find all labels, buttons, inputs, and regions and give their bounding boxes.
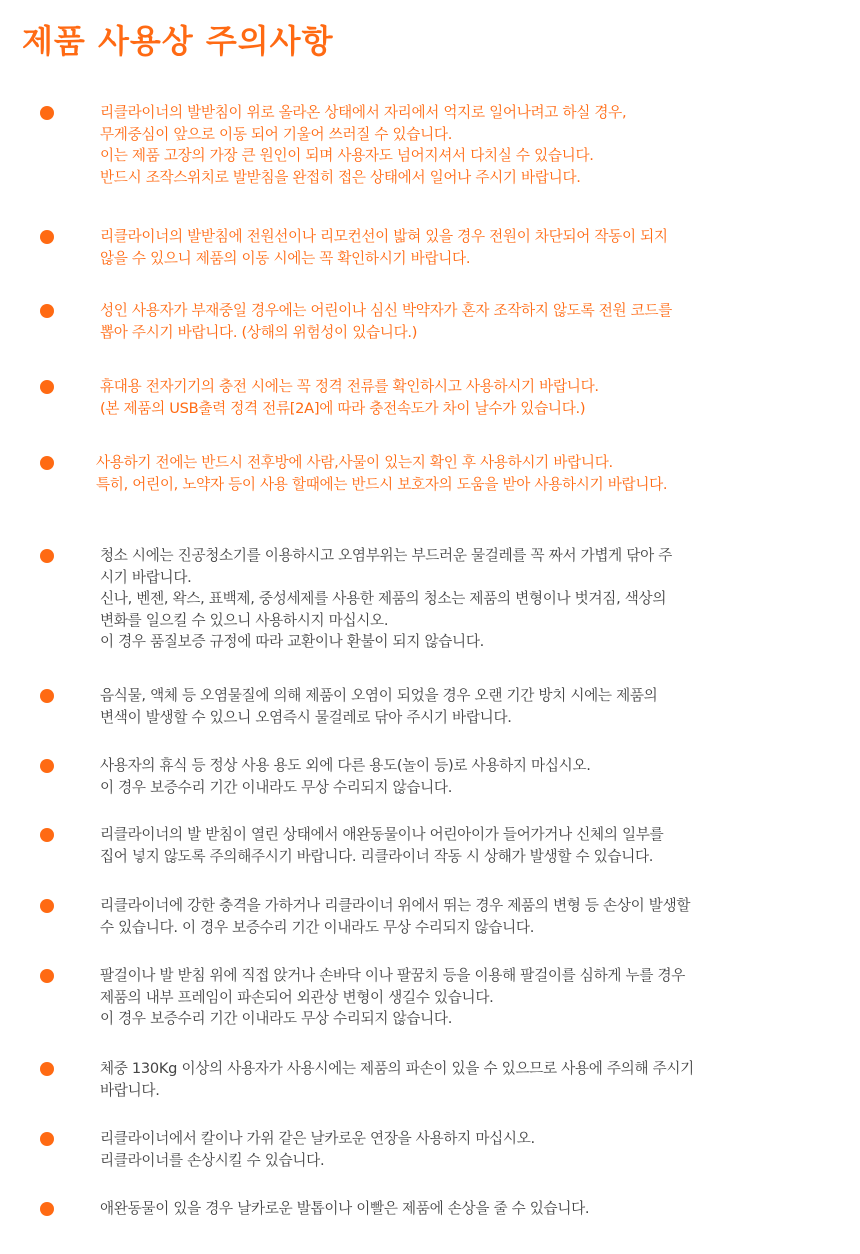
notice-text: 성인 사용자가 부재중일 경우에는 어린이나 심신 박약자가 혼자 조작하지 않도록 전원 코드를 뽑아 주시기 바랍니다. (상해의 위험성이 있습니다.) [100, 302, 673, 341]
notice-text: 사용자의 휴식 등 정상 사용 용도 외에 다른 용도(놀이 등)로 사용하지 마십시오. 이 경우 보증수리 기간 이내라도 무상 수리되지 않습니다. [100, 757, 591, 796]
bullet-dot-icon [40, 106, 54, 120]
notice-text: 리클라이너의 발받침에 전원선이나 리모컨선이 밟혀 있을 경우 전원이 차단되어 작동이 되지 않을 수 있으니 제품의 이동 시에는 꼭 확인하시기 바랍니다. [100, 228, 668, 267]
notice-text: 휴대용 전자기기의 충전 시에는 꼭 정격 전류를 확인하시고 사용하시기 바랍니다. (본 제품의 USB출력 정격 전류[2A]에 따라 충전속도가 차이 날수가 있습니다.) [100, 378, 599, 417]
page-title: 제품 사용상 주의사항 [22, 22, 334, 60]
bullet-dot-icon [40, 549, 54, 563]
bullet-dot-icon [40, 304, 54, 318]
bullet-dot-icon [40, 1062, 54, 1076]
notice-text: 리클라이너에 강한 충격을 가하거나 리클라이너 위에서 뛰는 경우 제품의 변형 등 손상이 발생할 수 있습니다. 이 경우 보증수리 기간 이내라도 무상 수리되지 않습니다. [100, 897, 691, 936]
bullet-dot-icon [40, 828, 54, 842]
bullet-dot-icon [40, 230, 54, 244]
bullet-dot-icon [40, 969, 54, 983]
bullet-dot-icon [40, 380, 54, 394]
notice-text: 리클라이너의 발 받침이 열린 상태에서 애완동물이나 어린아이가 들어가거나 신체의 일부를 집어 넣지 않도록 주의해주시기 바랍니다. 리클라이너 작동 시 상해가 발생할 수 있습니다. [100, 826, 664, 865]
notice-text: 사용하기 전에는 반드시 전후방에 사람,사물이 있는지 확인 후 사용하시기 바랍니다. 특히, 어린이, 노약자 등이 사용 할때에는 반드시 보호자의 도움을 받아 사용하시기 바랍니다. [96, 454, 668, 493]
notice-text: 리클라이너의 발받침이 위로 올라온 상태에서 자리에서 억지로 일어나려고 하실 경우, 무게중심이 앞으로 이동 되어 기울어 쓰러질 수 있습니다. 이는 제품 고장의 가장 큰 원인이 되며 사용자도 넘어지셔서 다치실 수 있습니다. 반드시 조작스위치로 발받침을 완접히 접은 상태에서 일어나 주시기 바랍니다. [100, 104, 627, 186]
bullet-dot-icon [40, 1202, 54, 1216]
notice-text: 팔걸이나 발 받침 위에 직접 앉거나 손바닥 이나 팔꿈치 등을 이용해 팔걸이를 심하게 누를 경우 제품의 내부 프레임이 파손되어 외관상 변형이 생길수 있습니다. 이 경우 보증수리 기간 이내라도 무상 수리되지 않습니다. [100, 967, 686, 1027]
notice-text: 리클라이너에서 칼이나 가위 같은 날카로운 연장을 사용하지 마십시오. 리클라이너를 손상시킬 수 있습니다. [100, 1130, 535, 1169]
notice-text: 음식물, 액체 등 오염물질에 의해 제품이 오염이 되었을 경우 오랜 기간 방치 시에는 제품의 변색이 발생할 수 있으니 오염즉시 물걸레로 닦아 주시기 바랍니다. [100, 687, 658, 726]
notice-text: 애완동물이 있을 경우 날카로운 발톱이나 이빨은 제품에 손상을 줄 수 있습니다. [100, 1200, 590, 1217]
bullet-dot-icon [40, 456, 54, 470]
bullet-dot-icon [40, 1132, 54, 1146]
notice-text: 청소 시에는 진공청소기를 이용하시고 오염부위는 부드러운 물걸레를 꼭 짜서 가볍게 닦아 주 시기 바랍니다. 신나, 벤젠, 왁스, 표백제, 중성세제를 사용한 제품의 청소는 제품의 변형이나 벗겨짐, 색상의 변화를 일으킬 수 있으니 사용하시지 마십시오. 이 경우 품질보증 규정에 따라 교환이나 환불이 되지 않습니다. [100, 547, 673, 650]
bullet-dot-icon [40, 689, 54, 703]
bullet-dot-icon [40, 759, 54, 773]
bullet-dot-icon [40, 899, 54, 913]
notice-text: 체중 130Kg 이상의 사용자가 사용시에는 제품의 파손이 있을 수 있으므로 사용에 주의해 주시기 바랍니다. [100, 1060, 694, 1099]
